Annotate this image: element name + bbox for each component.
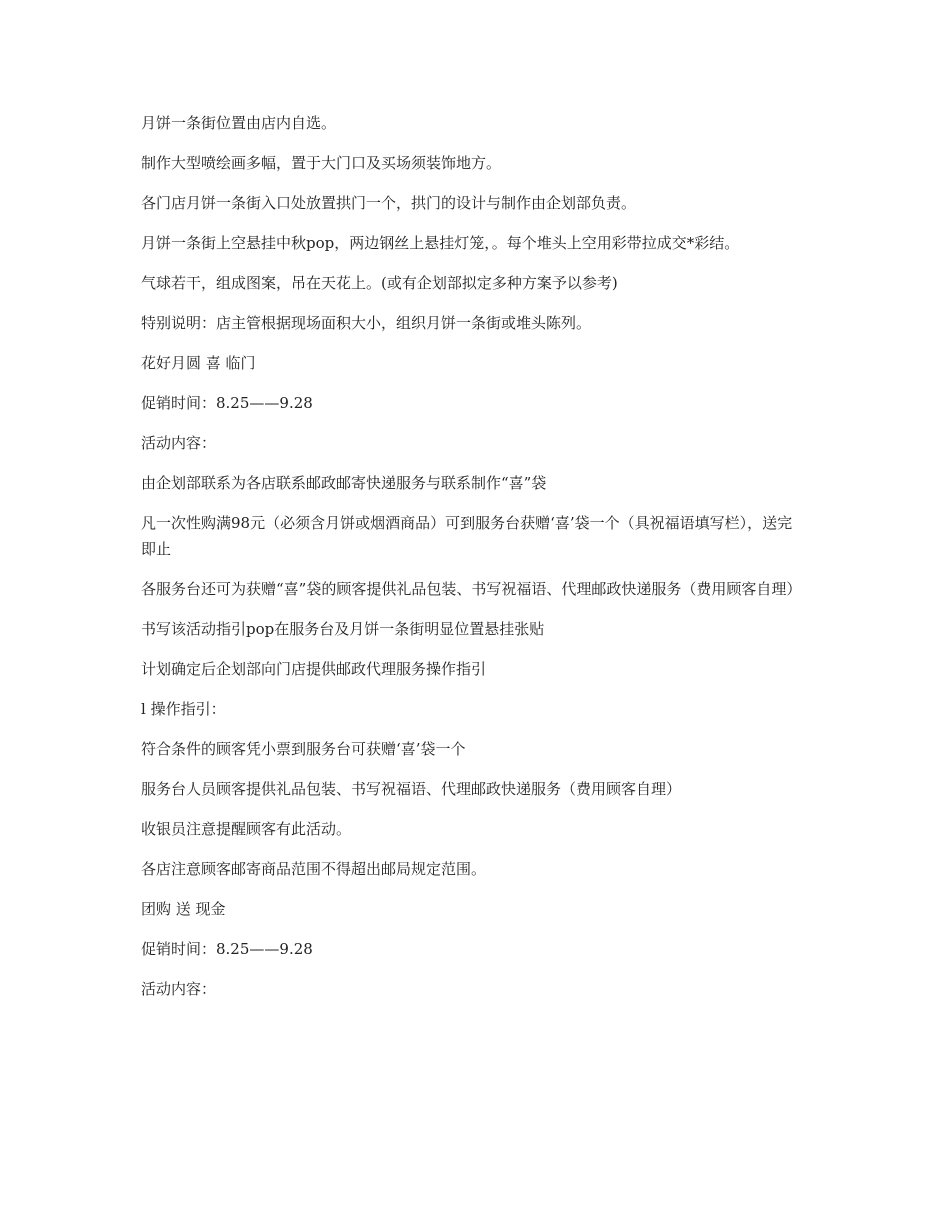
paragraph: 各店注意顾客邮寄商品范围不得超出邮局规定范围。 [141,860,487,878]
paragraph: 由企划部联系为各店联系邮政邮寄快递服务与联系制作“喜”袋 [141,474,547,492]
paragraph: 书写该活动指引pop在服务台及月饼一条街明显位置悬挂张贴 [141,620,545,638]
paragraph: 符合条件的顾客凭小票到服务台可获赠‘喜’袋一个 [141,740,466,758]
paragraph: 月饼一条街位置由店内自选。 [141,114,337,132]
section-heading: 花好月圆 喜 临门 [141,354,256,372]
promotion-period: 促销时间：8.25——9.28 [141,940,313,958]
document-body [141,110,806,1016]
paragraph: 服务台人员顾客提供礼品包装、书写祝福语、代理邮政快递服务（费用顾客自理） [141,780,682,798]
paragraph: 月饼一条街上空悬挂中秋pop，两边钢丝上悬挂灯笼，。每个堆头上空用彩带拉成交*彩结。 [141,234,740,252]
paragraph: 各门店月饼一条街入口处放置拱门一个，拱门的设计与制作由企划部负责。 [141,194,637,212]
paragraph: 凡一次性购满98元（必须含月饼或烟酒商品）可到服务台获赠‘喜’袋一个（具祝福语填写栏），送完即止 [141,514,793,558]
paragraph: 特别说明：店主管根据现场面积大小，组织月饼一条街或堆头陈列。 [141,314,592,332]
activity-content-label: 活动内容： [141,980,217,998]
paragraph: 各服务台还可为获赠“喜”袋的顾客提供礼品包装、书写祝福语、代理邮政快递服务（费用顾客自理） [141,580,802,598]
section-heading: 团购 送 现金 [141,900,226,918]
paragraph: 收银员注意提醒顾客有此活动。 [141,820,352,838]
operation-guide-label: l 操作指引： [141,700,226,718]
paragraph: 计划确定后企划部向门店提供邮政代理服务操作指引 [141,660,487,678]
promotion-period: 促销时间：8.25——9.28 [141,394,313,412]
activity-content-label: 活动内容： [141,434,217,452]
paragraph: 制作大型喷绘画多幅，置于大门口及买场须装饰地方。 [141,154,502,172]
paragraph: 气球若干，组成图案，吊在天花上。(或有企划部拟定多种方案予以参考) [141,274,618,292]
